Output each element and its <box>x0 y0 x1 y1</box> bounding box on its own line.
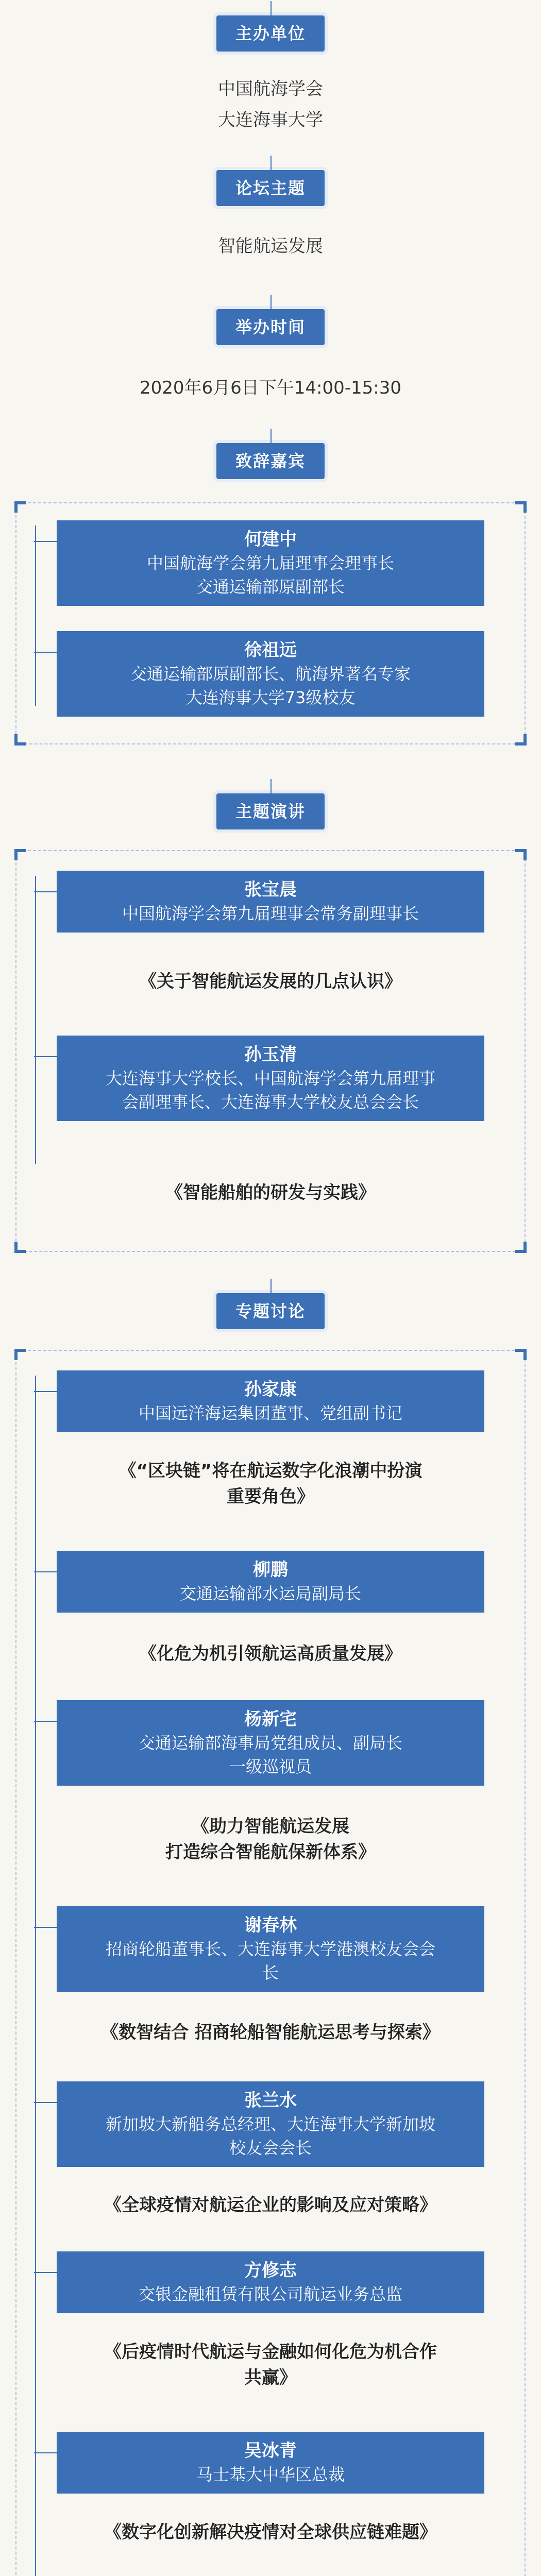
welcome-speaker-1 <box>57 520 484 606</box>
speaker-title: 会副理事长、大连海事大学校友总会会长 <box>122 1092 419 1112</box>
discussion-speaker-4 <box>57 1906 484 1992</box>
time-header: 举办时间 <box>216 309 325 345</box>
welcome-speaker-2 <box>57 631 484 717</box>
discussion-talk-2: 《化危为机引领航运高质量发展》 <box>139 1643 402 1664</box>
speaker-title: 中国航海学会第九届理事会常务副理事长 <box>122 904 419 923</box>
discussion-timeline <box>35 1376 36 2576</box>
speaker-title: 马士基大中华区总裁 <box>196 2465 345 2484</box>
discussion-talk-7: 《数字化创新解决疫情对全球供应链难题》 <box>104 2522 437 2543</box>
speaker-title: 中国远洋海运集团董事、党组副书记 <box>138 1403 402 1423</box>
discussion-speaker-1 <box>57 1370 484 1432</box>
speaker-name: 孙家康 <box>244 1379 297 1400</box>
speaker-name: 孙玉清 <box>244 1044 297 1065</box>
theme-text: 智能航运发展 <box>218 236 323 257</box>
host-line-1: 中国航海学会 <box>218 79 323 99</box>
speaker-title: 交通运输部原副部长 <box>196 577 345 597</box>
keynote-talk-2: 《智能船舶的研发与实践》 <box>165 1182 376 1203</box>
theme-header: 论坛主题 <box>216 170 325 206</box>
speaker-name: 张宝晨 <box>244 879 297 900</box>
speaker-title: 交通运输部海事局党组成员、副局长 <box>138 1733 402 1753</box>
discussion-speaker-2 <box>57 1551 484 1613</box>
speaker-title: 招商轮船董事长、大连海事大学港澳校友会会 <box>105 1939 435 1959</box>
speaker-title: 交银金融租赁有限公司航运业务总监 <box>138 2284 402 2304</box>
keynote-speaker-2 <box>57 1036 484 1121</box>
host-header: 主办单位 <box>216 15 325 52</box>
speaker-name: 何建中 <box>244 529 297 550</box>
speaker-title: 大连海事大学73级校友 <box>185 688 356 707</box>
discussion-talk-6: 《后疫情时代航运与金融如何化危为机合作 共赢》 <box>104 2342 437 2388</box>
speaker-title: 中国航海学会第九届理事会理事长 <box>146 553 394 573</box>
keynote-header: 主题演讲 <box>216 793 325 829</box>
speaker-title: 大连海事大学校长、中国航海学会第九届理事 <box>105 1069 435 1088</box>
time-text: 2020年6月6日下午14:00-15:30 <box>139 378 402 398</box>
discussion-speaker-6 <box>57 2251 484 2313</box>
speaker-title: 一级巡视员 <box>229 1757 312 1776</box>
speaker-name: 柳鹏 <box>253 1560 288 1580</box>
speaker-name: 谢春林 <box>244 1915 297 1936</box>
keynote-talk-1: 《关于智能航运发展的几点认识》 <box>139 971 402 992</box>
discussion-talk-4: 《数智结合 招商轮船智能航运思考与探索》 <box>101 2022 440 2043</box>
speaker-name: 徐祖远 <box>244 640 297 660</box>
speaker-title: 新加坡大新船务总经理、大连海事大学新加坡 <box>105 2114 435 2134</box>
discussion-speaker-3 <box>57 1700 484 1786</box>
speaker-title: 长 <box>262 1963 279 1982</box>
speaker-name: 杨新宅 <box>244 1709 297 1730</box>
welcome-timeline <box>35 526 36 706</box>
speaker-title: 交通运输部水运局副局长 <box>179 1584 361 1603</box>
keynote-timeline <box>35 876 36 1164</box>
keynote-speaker-1 <box>57 871 484 933</box>
host-line-2: 大连海事大学 <box>218 110 323 130</box>
welcome-header: 致辞嘉宾 <box>216 443 325 479</box>
speaker-name: 吴冰青 <box>244 2441 297 2461</box>
speaker-title: 交通运输部原副部长、航海界著名专家 <box>130 664 411 684</box>
speaker-title: 校友会会长 <box>229 2138 312 2158</box>
discussion-header: 专题讨论 <box>216 1293 325 1329</box>
discussion-talk-3: 《助力智能航运发展 打造综合智能航保新体系》 <box>165 1816 376 1862</box>
discussion-speaker-7 <box>57 2432 484 2494</box>
discussion-talk-1: 《“区块链”将在航运数字化浪潮中扮演 重要角色》 <box>119 1461 422 1507</box>
discussion-talk-5: 《全球疫情对航运企业的影响及应对策略》 <box>104 2195 437 2215</box>
speaker-name: 方修志 <box>244 2260 297 2281</box>
discussion-speaker-5 <box>57 2081 484 2167</box>
speaker-name: 张兰水 <box>244 2090 297 2111</box>
